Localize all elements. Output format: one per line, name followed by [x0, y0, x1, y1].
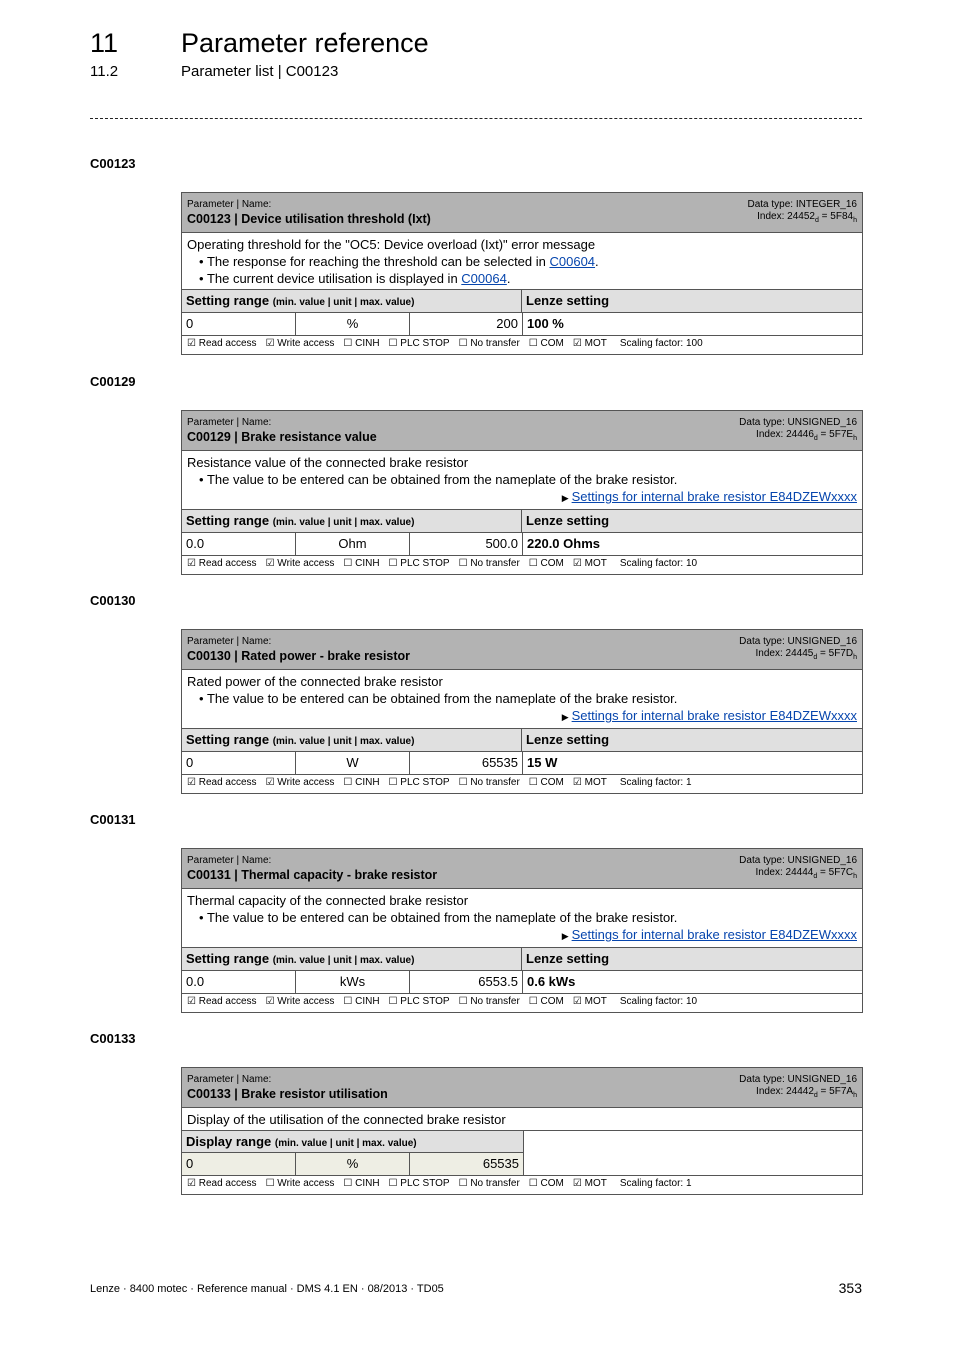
section-number: 11.2 — [90, 63, 119, 80]
description-text: Resistance value of the connected brake resistor — [187, 455, 469, 470]
range-hint: (min. value | unit | max. value) — [272, 297, 415, 308]
anchor-c00123: C00123 — [90, 156, 136, 171]
flag-com: ☐ COM — [528, 338, 564, 349]
scaling-factor: Scaling factor: 10 — [619, 558, 698, 569]
flag-write-access: ☑ Write access — [265, 558, 335, 569]
lenze-setting-label: Lenze setting — [526, 293, 610, 308]
param-header — [182, 849, 862, 889]
flag-no-transfer: ☐ No transfer — [458, 1178, 520, 1189]
range-hint: (min. value | unit | max. value) — [272, 517, 415, 528]
max-value: 500.0 — [410, 533, 523, 555]
range-hint: (min. value | unit | max. value) — [274, 1138, 417, 1149]
min-value: 0.0 — [182, 971, 296, 993]
data-type: Data type: UNSIGNED_16 — [739, 417, 857, 428]
param-table-c00131 — [181, 848, 863, 1013]
flag-cinh: ☐ CINH — [343, 338, 380, 349]
range-values — [182, 752, 862, 775]
flag-com: ☐ COM — [528, 558, 564, 569]
param-name: C00130 | Rated power - brake resistor — [187, 649, 411, 663]
param-name-label: Parameter | Name: — [187, 636, 272, 647]
param-description — [182, 451, 862, 510]
param-header — [182, 411, 862, 451]
flag-mot: ☑ MOT — [572, 777, 607, 788]
flag-plc-stop: ☐ PLC STOP — [388, 558, 450, 569]
footer-text: Lenze · 8400 motec · Reference manual · DMS 4.1 EN · 08/2013 · TD05 — [90, 1283, 444, 1295]
param-header — [182, 1068, 862, 1108]
flag-write-access: ☐ Write access — [265, 1178, 335, 1189]
max-value: 65535 — [410, 752, 523, 774]
param-name-label: Parameter | Name: — [187, 199, 272, 210]
flag-cinh: ☐ CINH — [343, 558, 380, 569]
param-table-c00123 — [181, 192, 863, 355]
flag-mot: ☑ MOT — [572, 1178, 607, 1189]
range-header — [182, 729, 862, 752]
param-index: Index: $24446_d = 5F7E_h$ — [756, 429, 857, 442]
display-range-label: Display range — [186, 1134, 272, 1149]
anchor-c00130: C00130 — [90, 593, 136, 608]
flag-read-access: ☑ Read access — [187, 996, 257, 1007]
link-row — [187, 926, 857, 945]
param-header — [182, 630, 862, 670]
link-row — [187, 488, 857, 507]
access-flags — [182, 1176, 862, 1194]
flag-plc-stop: ☐ PLC STOP — [388, 996, 450, 1007]
param-name-label: Parameter | Name: — [187, 855, 272, 866]
param-index: Index: $24444_d = 5F7C_h$ — [755, 867, 857, 880]
param-name-label: Parameter | Name: — [187, 417, 272, 428]
flag-plc-stop: ☐ PLC STOP — [388, 777, 450, 788]
param-description — [182, 889, 862, 948]
description-bullet: • The response for reaching the threshold can be selected in C00604. — [187, 253, 857, 270]
param-index: Index: $24445_d = 5F7D_h$ — [755, 648, 857, 661]
anchor-c00133: C00133 — [90, 1031, 136, 1046]
scaling-factor: Scaling factor: 100 — [619, 338, 703, 349]
link-row — [187, 707, 857, 726]
description-text: Rated power of the connected brake resistor — [187, 674, 443, 689]
flag-com: ☐ COM — [528, 1178, 564, 1189]
triangle-right-icon: ▶ — [561, 712, 569, 722]
param-table-c00130 — [181, 629, 863, 794]
param-index: Index: $24442_d = 5F7A_h$ — [756, 1086, 857, 1099]
link-brake-resistor-settings[interactable]: Settings for internal brake resistor E84DZEWxxxx — [571, 489, 857, 504]
lenze-setting-value: 220.0 Ohms — [527, 536, 600, 551]
description-text: Thermal capacity of the connected brake resistor — [187, 893, 469, 908]
setting-range-label: Setting range — [186, 293, 270, 308]
param-name: C00129 | Brake resistance value — [187, 430, 377, 444]
flag-write-access: ☑ Write access — [265, 338, 335, 349]
param-header — [182, 193, 862, 233]
access-flags — [182, 556, 862, 574]
lenze-setting-value: 15 W — [527, 755, 558, 770]
flag-read-access: ☑ Read access — [187, 1178, 257, 1189]
flag-plc-stop: ☐ PLC STOP — [388, 338, 450, 349]
lenze-setting-value: 0.6 kWs — [527, 974, 576, 989]
scaling-factor: Scaling factor: 1 — [619, 777, 692, 788]
anchor-c00129: C00129 — [90, 374, 136, 389]
link-c00064[interactable]: C00064 — [461, 271, 507, 286]
flag-no-transfer: ☐ No transfer — [458, 338, 520, 349]
range-header — [182, 948, 862, 971]
unit: % — [296, 313, 410, 335]
flag-write-access: ☑ Write access — [265, 777, 335, 788]
param-name-label: Parameter | Name: — [187, 1074, 272, 1085]
flag-mot: ☑ MOT — [572, 558, 607, 569]
flag-read-access: ☑ Read access — [187, 558, 257, 569]
flag-mot: ☑ MOT — [572, 996, 607, 1007]
description-bullet: • The current device utilisation is displayed in C00064. — [187, 270, 857, 287]
min-value: 0 — [182, 752, 296, 774]
data-type: Data type: INTEGER_16 — [747, 199, 857, 210]
description-bullet: • The value to be entered can be obtained from the nameplate of the brake resistor. — [187, 909, 857, 926]
param-description — [182, 670, 862, 729]
unit: kWs — [296, 971, 410, 993]
setting-range-label: Setting range — [186, 732, 270, 747]
lenze-setting-label: Lenze setting — [526, 732, 610, 747]
flag-read-access: ☑ Read access — [187, 777, 257, 788]
link-c00604[interactable]: C00604 — [549, 254, 596, 269]
flag-com: ☐ COM — [528, 996, 564, 1007]
data-type: Data type: UNSIGNED_16 — [739, 1074, 857, 1085]
range-values — [182, 971, 862, 994]
flag-cinh: ☐ CINH — [343, 996, 380, 1007]
max-value: 65535 — [410, 1153, 523, 1175]
flag-no-transfer: ☐ No transfer — [458, 558, 520, 569]
param-name: C00131 | Thermal capacity - brake resistor — [187, 868, 438, 882]
flag-mot: ☑ MOT — [572, 338, 607, 349]
lenze-setting-value: 100 % — [527, 316, 564, 331]
param-name: C00123 | Device utilisation threshold (Ixt) — [187, 212, 431, 226]
page-number: 353 — [838, 1280, 862, 1296]
unit: W — [296, 752, 410, 774]
scaling-factor: Scaling factor: 1 — [619, 1178, 692, 1189]
param-description — [182, 233, 862, 290]
range-header — [182, 290, 862, 313]
min-value: 0.0 — [182, 533, 296, 555]
access-flags — [182, 336, 862, 354]
access-flags — [182, 775, 862, 793]
header-divider — [90, 118, 862, 119]
anchor-c00131: C00131 — [90, 812, 136, 827]
param-name: C00133 | Brake resistor utilisation — [187, 1087, 388, 1101]
unit: % — [296, 1153, 410, 1175]
param-index: Index: $24452_d = 5F84_h$ — [757, 211, 857, 224]
flag-no-transfer: ☐ No transfer — [458, 996, 520, 1007]
range-values — [182, 313, 862, 336]
description-text: Operating threshold for the "OC5: Device overload (Ixt)" error message — [187, 237, 596, 252]
lenze-setting-label: Lenze setting — [526, 513, 610, 528]
empty-cell — [523, 1131, 862, 1175]
range-values — [182, 533, 862, 556]
param-table-c00129 — [181, 410, 863, 575]
min-value: 0 — [182, 313, 296, 335]
chapter-number: 11 — [90, 28, 119, 58]
range-hint: (min. value | unit | max. value) — [272, 736, 415, 747]
lenze-setting-label: Lenze setting — [526, 951, 610, 966]
range-hint: (min. value | unit | max. value) — [272, 955, 415, 966]
flag-read-access: ☑ Read access — [187, 338, 257, 349]
unit: Ohm — [296, 533, 410, 555]
param-description — [182, 1108, 862, 1131]
chapter-title: Parameter reference — [181, 28, 429, 58]
description-bullet: • The value to be entered can be obtained from the nameplate of the brake resistor. — [187, 471, 857, 488]
max-value: 200 — [410, 313, 523, 335]
triangle-right-icon: ▶ — [561, 493, 569, 503]
description-bullet: • The value to be entered can be obtained from the nameplate of the brake resistor. — [187, 690, 857, 707]
flag-cinh: ☐ CINH — [343, 777, 380, 788]
scaling-factor: Scaling factor: 10 — [619, 996, 698, 1007]
flag-write-access: ☑ Write access — [265, 996, 335, 1007]
data-type: Data type: UNSIGNED_16 — [739, 855, 857, 866]
flag-cinh: ☐ CINH — [343, 1178, 380, 1189]
triangle-right-icon: ▶ — [561, 931, 569, 941]
range-header — [182, 510, 862, 533]
link-brake-resistor-settings[interactable]: Settings for internal brake resistor E84DZEWxxxx — [571, 927, 857, 942]
min-value: 0 — [182, 1153, 296, 1175]
flag-com: ☐ COM — [528, 777, 564, 788]
flag-plc-stop: ☐ PLC STOP — [388, 1178, 450, 1189]
access-flags — [182, 994, 862, 1012]
setting-range-label: Setting range — [186, 951, 270, 966]
flag-no-transfer: ☐ No transfer — [458, 777, 520, 788]
max-value: 6553.5 — [410, 971, 523, 993]
section-title: Parameter list | C00123 — [181, 63, 339, 80]
data-type: Data type: UNSIGNED_16 — [739, 636, 857, 647]
display-range-block — [182, 1131, 862, 1176]
link-brake-resistor-settings[interactable]: Settings for internal brake resistor E84DZEWxxxx — [571, 708, 857, 723]
setting-range-label: Setting range — [186, 513, 270, 528]
param-table-c00133 — [181, 1067, 863, 1195]
description-text: Display of the utilisation of the connected brake resistor — [187, 1112, 506, 1127]
